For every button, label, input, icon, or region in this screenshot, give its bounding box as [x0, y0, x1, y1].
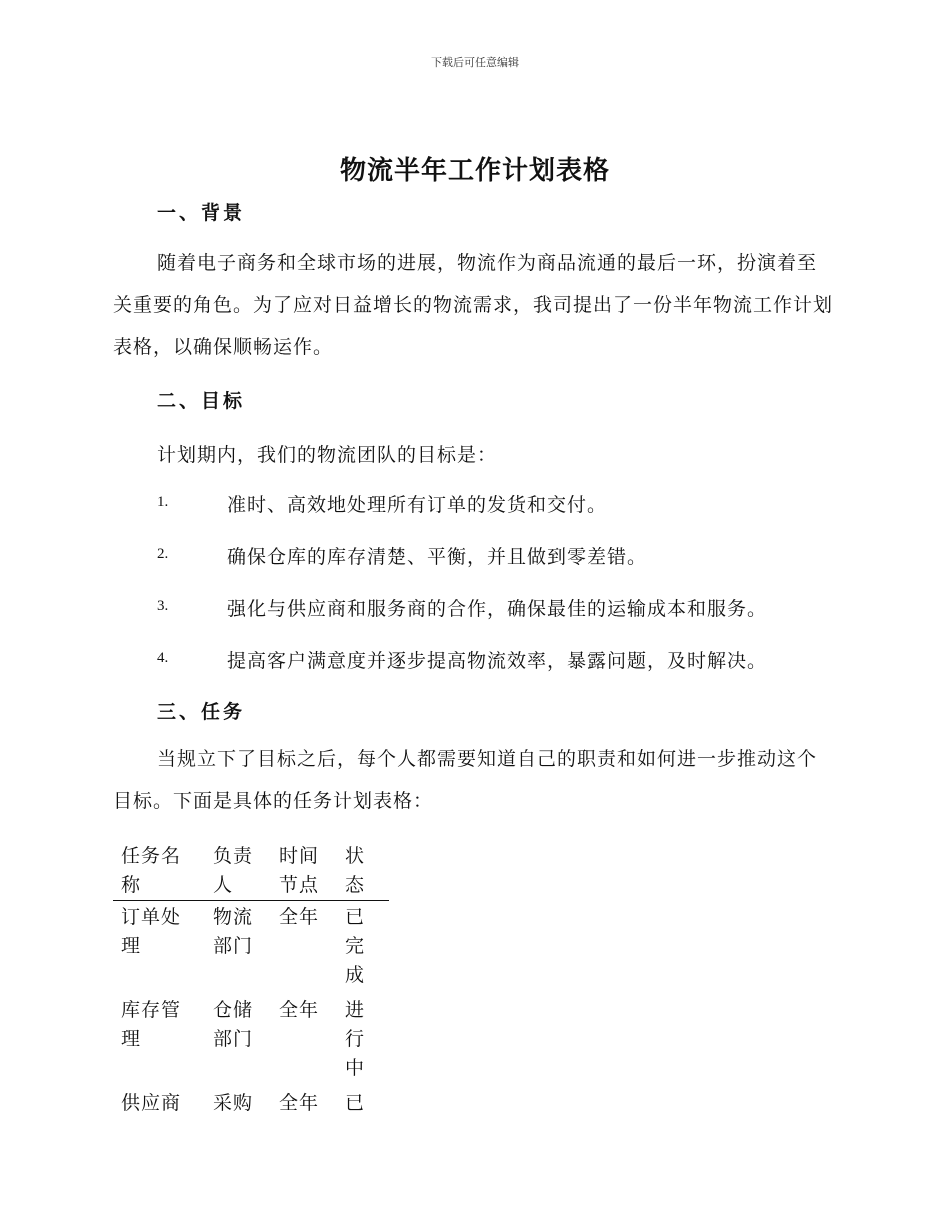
- table-cell: 订单处理: [121, 906, 182, 957]
- table-header-cell: 任务名称: [121, 845, 182, 896]
- tasks-paragraph: 当规立下了目标之后，每个人都需要知道自己的职责和如何进一步推动这个目标。下面是具体的任务计划表格：: [113, 748, 818, 812]
- table-cell: 仓储部门: [213, 999, 254, 1050]
- table-cell: 全年: [279, 1092, 320, 1114]
- goal-text: 确保仓库的库存清楚、平衡，并且做到零差错。: [227, 546, 648, 568]
- section-heading-tasks: 三、任务: [157, 701, 246, 723]
- goal-text: 提高客户满意度并逐步提高物流效率，暴露问题，及时解决。: [227, 650, 768, 672]
- table-row: [113, 1087, 389, 1122]
- goals-intro: 计划期内，我们的物流团队的目标是：: [157, 444, 498, 466]
- table-cell: 进行中: [345, 999, 366, 1079]
- page-header-note: 下载后可任意编辑: [431, 56, 519, 69]
- table-cell: 供应商: [121, 1092, 182, 1114]
- table-cell: 采购: [213, 1092, 254, 1114]
- table-cell: 全年: [279, 999, 320, 1021]
- table-header-cell: 状态: [345, 845, 366, 896]
- goal-number: 1.: [157, 494, 169, 510]
- table-cell: 已: [345, 1092, 366, 1114]
- goal-text: 准时、高效地处理所有订单的发货和交付。: [227, 494, 608, 516]
- table-header-cell: 时间节点: [279, 845, 320, 896]
- table-cell: 全年: [279, 906, 320, 928]
- goal-text: 强化与供应商和服务商的合作，确保最佳的运输成本和服务。: [227, 598, 768, 620]
- table-header-row: [113, 840, 389, 901]
- background-paragraph: 随着电子商务和全球市场的进展，物流作为商品流通的最后一环，扮演着至关重要的角色。为了应对日益增长的物流需求，我司提出了一份半年物流工作计划表格，以确保顺畅运作。: [113, 252, 834, 358]
- table-cell: 库存管理: [121, 999, 182, 1050]
- table-row: [113, 994, 389, 1087]
- section-heading-background: 一、背景: [157, 202, 246, 224]
- table-header-cell: 负责人: [213, 845, 254, 896]
- goal-number: 4.: [157, 650, 169, 666]
- table-cell: 物流部门: [213, 906, 254, 957]
- document-title: 物流半年工作计划表格: [339, 156, 610, 186]
- goal-number: 2.: [157, 546, 169, 562]
- task-plan-table: [113, 840, 389, 1122]
- table-cell: 已完成: [345, 906, 366, 986]
- section-heading-goals: 二、目标: [157, 390, 246, 412]
- goal-number: 3.: [157, 598, 169, 614]
- table-row: [113, 901, 389, 995]
